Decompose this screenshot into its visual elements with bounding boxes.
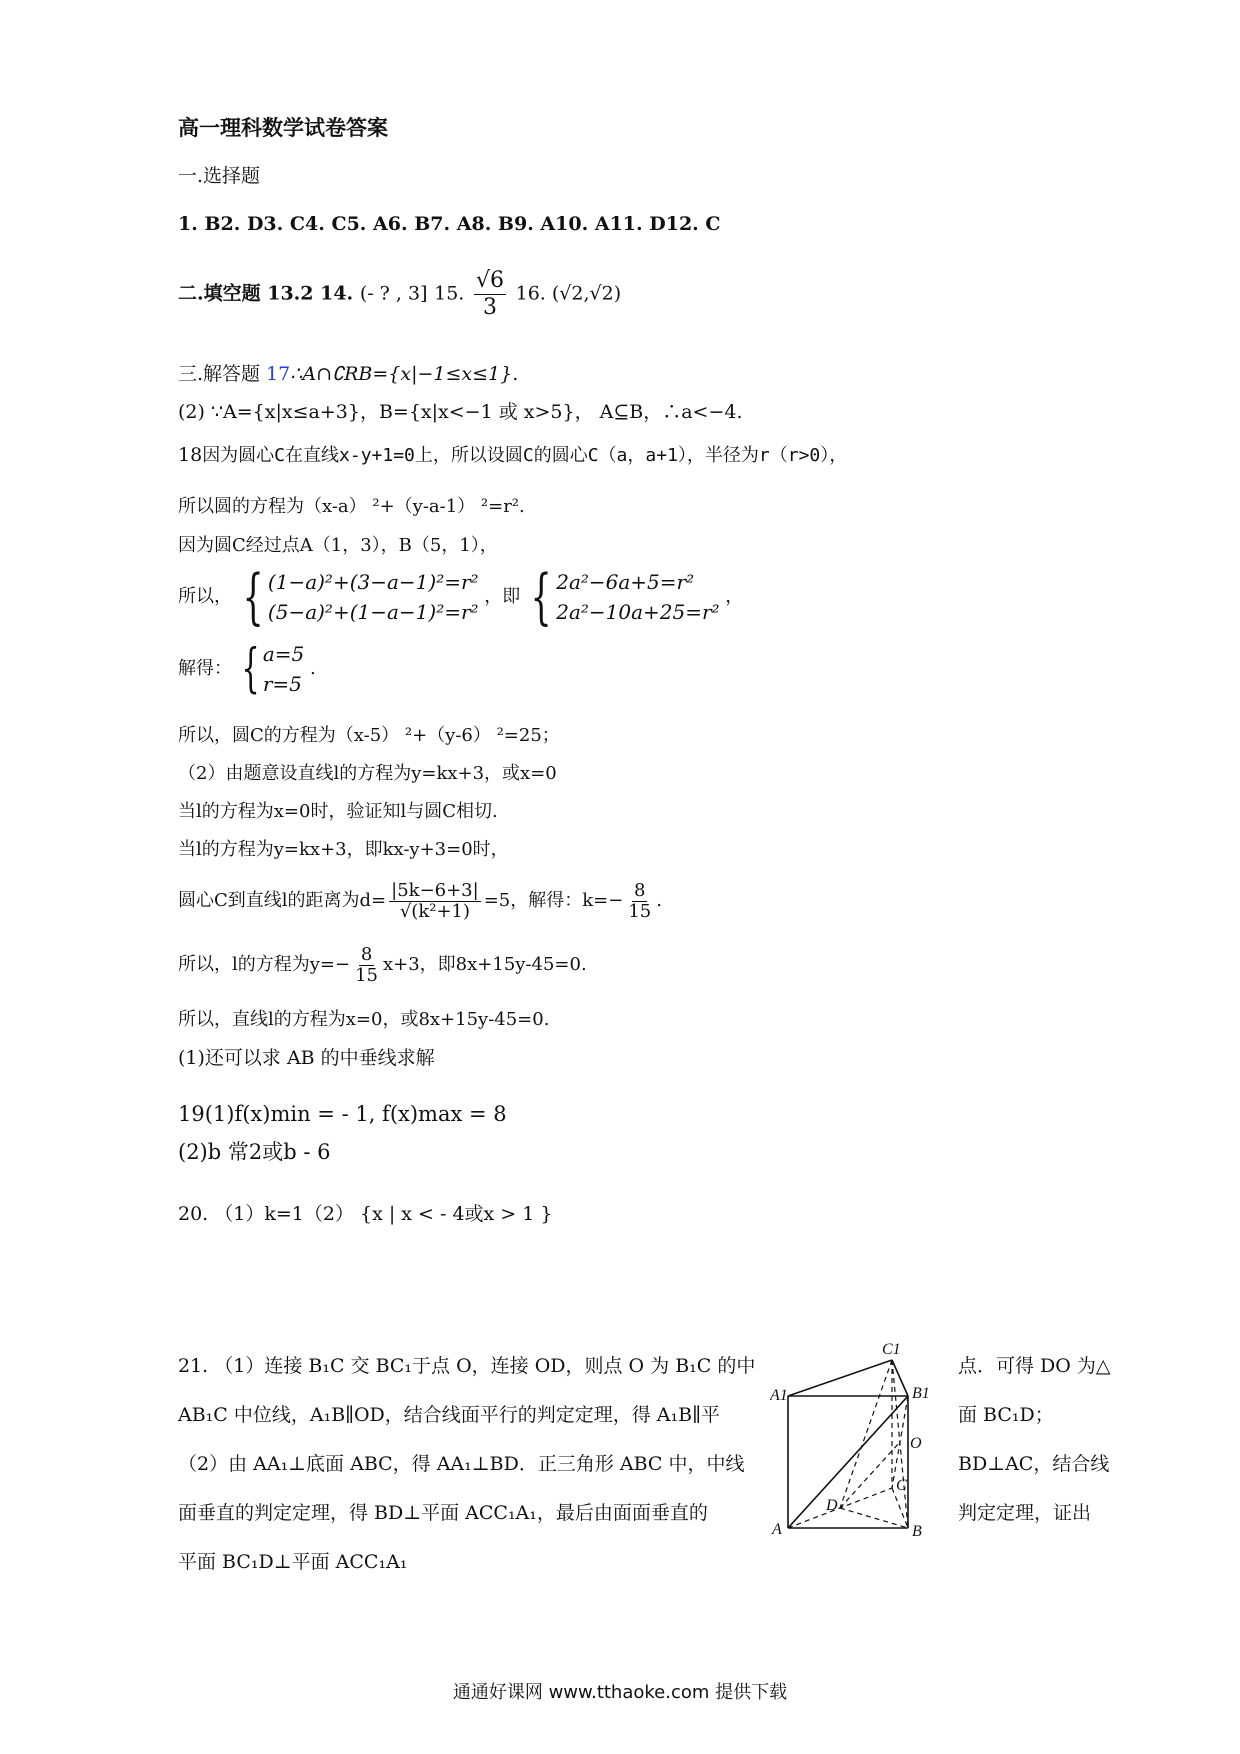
q18-line3: 因为圆C经过点A（1，3），B（5，1），: [178, 535, 498, 556]
answer-15-numerator: √6: [475, 268, 504, 293]
q18-solution-line: [178, 636, 316, 702]
left-brace-icon: {: [242, 562, 264, 632]
q19-line2: (2)b 常2或b - 6: [178, 1140, 331, 1164]
edge-db: [840, 1508, 908, 1528]
q18-l10-end: .: [656, 890, 662, 911]
q18-l4-pre: 所以，: [178, 586, 232, 607]
k-fraction: [626, 881, 653, 922]
system-3-eq1: a=5: [262, 642, 305, 666]
q21-line2: AB₁C 中位线，A₁B∥OD，结合线面平行的判定定理，得 A₁B∥平: [178, 1404, 720, 1426]
answer-14: (- ? , 3]: [359, 282, 428, 305]
left-brace-icon: {: [241, 639, 260, 699]
q18-l5-end: .: [309, 658, 316, 679]
q18-l10-pre: 圆心C到直线l的距离为d=: [178, 890, 387, 911]
q21-line5: 平面 BC₁D⊥平面 ACC₁A₁: [178, 1551, 408, 1573]
q18-line7: （2）由题意设直线l的方程为y=kx+3，或x=0: [178, 763, 557, 784]
k-denominator: 15: [628, 900, 652, 922]
q18-line10: [178, 876, 662, 926]
q18-line13: (1)还可以求 AB 的中垂线求解: [178, 1047, 435, 1069]
label-a1: A1: [770, 1387, 788, 1404]
q17-line2: (2) ∵A={x|x≤a+3}，B={x|x<−1 或 x>5}， A⊆B，∴a<−4.: [178, 401, 743, 423]
system-1: [238, 562, 479, 632]
q20-answer: 20. （1）k=1（2） {x | x < - 4或x > 1 }: [178, 1203, 553, 1225]
q18-l11-end: x+3，即8x+15y-45=0.: [383, 954, 587, 975]
section-choice-heading: 一.选择题: [178, 165, 261, 187]
q21-right4: 判定定理，证出: [958, 1502, 1092, 1524]
q18-system-line: [178, 562, 743, 632]
q18-text1: 因为圆心C在直线x-y+1=0上，所以设圆C的圆心C（a，a+1），半径为r（r>0），: [202, 445, 848, 466]
system-2-eq2: 2a²−10a+25=r²: [556, 600, 720, 624]
label-c: C: [896, 1477, 907, 1494]
distance-fraction: [389, 881, 481, 922]
q18-line12: 所以，直线l的方程为x=0，或8x+15y-45=0.: [178, 1009, 550, 1030]
label-b1: B1: [912, 1385, 930, 1402]
system-1-eq2: (5−a)²+(1−a−1)²=r²: [267, 600, 479, 624]
q18-line1: [178, 443, 847, 468]
q18-l4-mid: ，即: [484, 586, 521, 607]
q18-number: 18: [178, 444, 203, 466]
distance-denominator: √(k²+1): [399, 900, 470, 922]
q18-l11-pre: 所以，l的方程为y=−: [178, 954, 351, 975]
q21-line3: （2）由 AA₁⊥底面 ABC，得 AA₁⊥BD．正三角形 ABC 中，中线: [178, 1453, 745, 1475]
q18-line11: [178, 940, 587, 990]
slope-denominator: 15: [355, 964, 378, 986]
system-1-eq1: (1−a)²+(3−a−1)²=r²: [267, 570, 479, 594]
label-b: B: [912, 1523, 922, 1538]
fill-heading: 二.填空题 13.2 14.: [178, 282, 354, 305]
q18-line2: 所以圆的方程为（x-a） ²+（y-a-1） ²=r².: [178, 496, 525, 517]
q18-line9: 当l的方程为y=kx+3，即kx-y+3=0时，: [178, 839, 509, 860]
q18-l5-pre: 解得：: [178, 658, 232, 679]
page-title: 高一理科数学试卷答案: [178, 115, 388, 140]
system-3-eq2: r=5: [262, 672, 302, 696]
footer-text: 通通好课网 www.tthaoke.com 提供下载: [452, 1682, 788, 1703]
fill-blank-line: [178, 268, 621, 321]
label-d: D: [826, 1497, 838, 1514]
label-o: O: [910, 1435, 922, 1452]
system-3: [238, 639, 305, 699]
q18-line6: 所以，圆C的方程为（x-5） ²+（y-6） ²=25；: [178, 725, 560, 746]
q17-line1: [178, 362, 518, 386]
slope-numerator: 8: [360, 943, 373, 965]
system-2: [526, 562, 720, 632]
q21-right1: 点．可得 DO 为△: [958, 1355, 1111, 1377]
q21-right3: BD⊥AC，结合线: [958, 1453, 1110, 1475]
q17-number: 17: [266, 363, 291, 385]
q18-l4-end: ，: [725, 586, 744, 607]
prism-figure: [770, 1338, 950, 1538]
edge-a1c1: [788, 1360, 892, 1396]
label-c1: C1: [882, 1341, 901, 1358]
choice-answers: 1. B2. D3. C4. C5. A6. B7. A8. B9. A10. A11. D12. C: [178, 213, 721, 235]
q18-l10-mid: =5，解得：k=−: [483, 890, 624, 911]
label-15: 15.: [434, 282, 465, 305]
answer-16: 16. (√2,√2): [515, 282, 622, 305]
q19-line1: 19(1)f(x)min = - 1, f(x)max = 8: [178, 1102, 507, 1126]
q21-line1: 21. （1）连接 B₁C 交 BC₁于点 O，连接 OD，则点 O 为 B₁C 的中: [178, 1355, 756, 1377]
diag-ab1: [788, 1396, 908, 1528]
q21-line4: 面垂直的判定定理，得 BD⊥平面 ACC₁A₁，最后由面面垂直的: [178, 1502, 708, 1524]
q17-lead: 三.解答题: [178, 363, 267, 385]
system-2-eq1: 2a²−6a+5=r²: [556, 570, 695, 594]
distance-numerator: |5k−6+3|: [391, 879, 479, 901]
answer-15-denominator: 3: [482, 295, 497, 320]
k-numerator: 8: [634, 879, 646, 901]
left-brace-icon: {: [530, 562, 552, 632]
label-a: A: [772, 1521, 782, 1538]
edge-do: [840, 1442, 900, 1508]
q18-line8: 当l的方程为x=0时，验证知l与圆C相切.: [178, 801, 498, 822]
q21-right2: 面 BC₁D；: [958, 1404, 1054, 1426]
edge-c1d: [840, 1360, 892, 1508]
q17-answer1: ∴A∩∁RB={x|−1≤x≤1}.: [290, 363, 519, 385]
answer-15-fraction: [474, 268, 506, 321]
slope-fraction: [353, 945, 380, 986]
